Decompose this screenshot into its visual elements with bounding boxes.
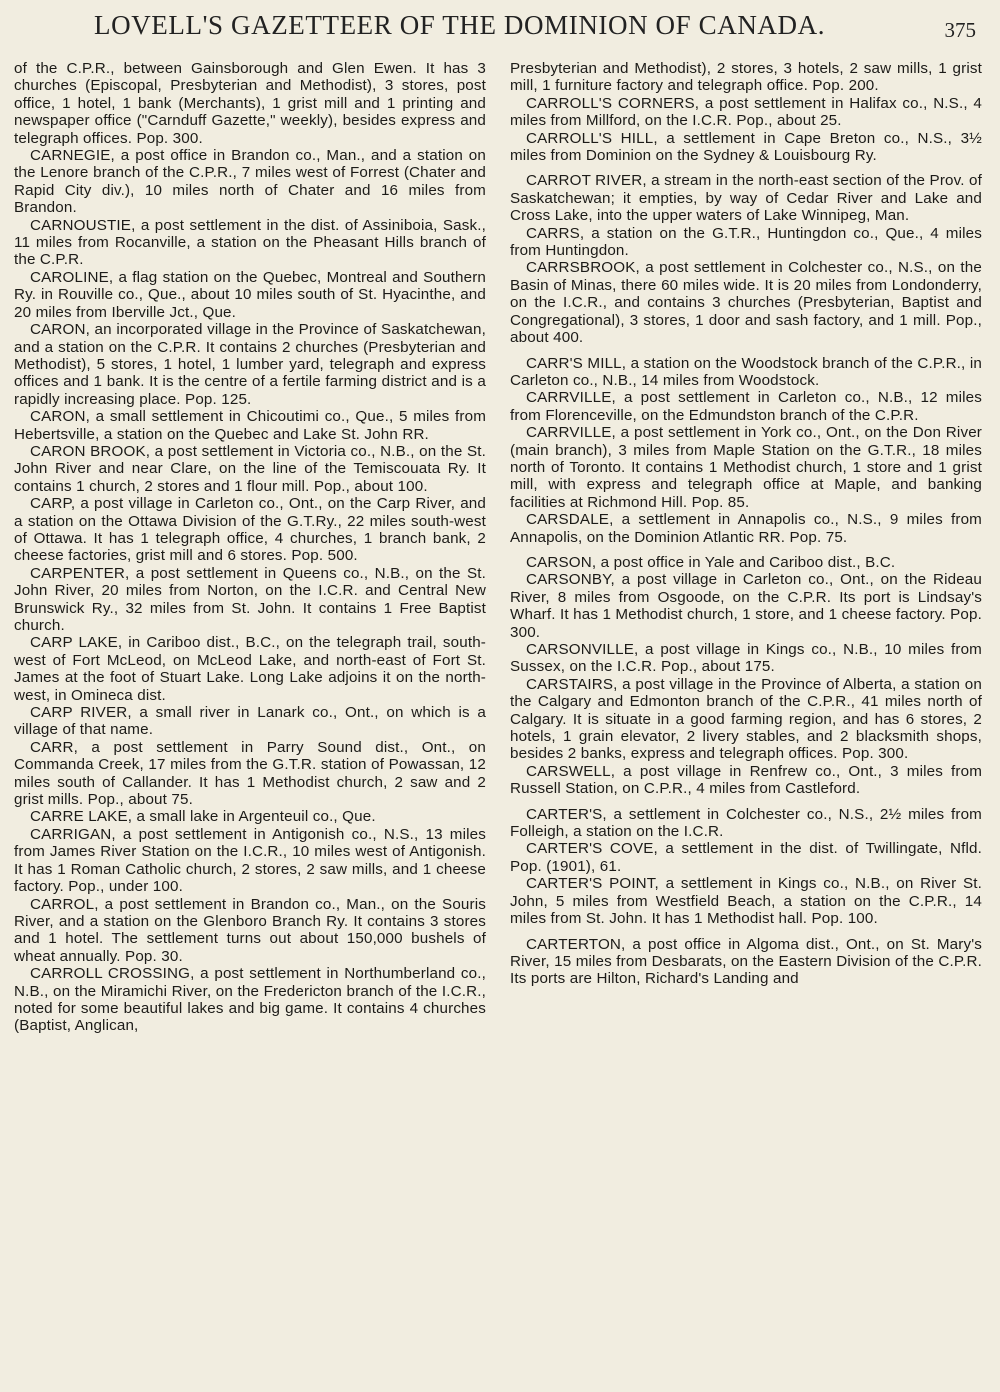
gazetteer-entry: CARRE LAKE, a small lake in Argenteuil co., Que. [30,808,376,826]
right-column [510,60,982,1035]
gazetteer-entry: CARP, a post village in Carleton co., Ont., on the Carp River, and a station on the Ottawa Division of the G.T.Ry., 22 miles south-west of Ottawa. It has 1 telegraph office, 4 churches, 1 branch bank, 2 cheese factories, grist mill and 6 stores. Pop. 500. [14,495,486,565]
gazetteer-entry: CARSTAIRS, a post village in the Province of Alberta, a station on the Calgary and Edmonton branch of the C.P.R., 41 miles north of Calgary. It is situate in a good farming region, and has 6 stores, 2 hotels, 1 grain elevator, 2 livery stables, and 2 blacksmith shops, besides 2 banks, express and telegraph offices. Pop. 300. [510,675,982,763]
gazetteer-entry: CARRSBROOK, a post settlement in Colchester co., N.S., on the Basin of Minas, there 60 miles wide. It is 20 miles from Londonderry, on the I.C.R., and contains 3 churches (Presbyterian, Baptist and Congregational), 3 stores, 1 door and sash factory, and 1 mill. Pop., about 400. [510,259,982,347]
gazetteer-entry: CARON BROOK, a post settlement in Victoria co., N.B., on the St. John River and near Clare, on the line of the Temiscouata Ry. It contains 1 church, 2 stores and 1 flour mill. Pop., about 100. [14,442,486,495]
gazetteer-entry: CARRVILLE, a post settlement in Carleton co., N.B., 12 miles from Florenceville, on the Edmundston branch of the C.P.R. [510,389,982,424]
gazetteer-entry: CARR, a post settlement in Parry Sound dist., Ont., on Commanda Creek, 17 miles from the G.T.R. station of Powassan, 12 miles south of Callander. It has 1 Methodist church, 2 saw and 2 grist mills. Pop., about 75. [14,738,486,809]
text-columns [14,60,982,1035]
gazetteer-entry: CAROLINE, a flag station on the Quebec, Montreal and Southern Ry. in Rouville co., Que., about 10 miles south of St. Hyacinthe, and 20 miles from Iberville Jct., Que. [14,268,486,321]
gazetteer-entry: CARON, a small settlement in Chicoutimi co., Que., 5 miles from Hebertsville, a station on the Quebec and Lake St. John RR. [14,408,486,443]
gazetteer-entry: CARON, an incorporated village in the Province of Saskatchewan, and a station on the C.P.R. It contains 2 churches (Presbyterian and Methodist), 5 stores, 1 hotel, 1 lumber yard, telegraph and express offices and 1 bank. It is the centre of a fertile farming district and is a rapidly increasing place. Pop. 125. [14,321,486,408]
gazetteer-entry: CARROLL'S CORNERS, a post settlement in Halifax co., N.S., 4 miles from Millford, on the I.C.R. Pop., about 25. [510,94,982,130]
gazetteer-entry: CARTER'S COVE, a settlement in the dist. of Twillingate, Nfld. Pop. (1901), 61. [510,840,982,875]
gazetteer-entry: CARROLL'S HILL, a settlement in Cape Breton co., N.S., 3½ miles from Dominion on the Sydney & Louisbourg Ry. [510,129,982,165]
gazetteer-entry: CARNEGIE, a post office in Brandon co., Man., and a station on the Lenore branch of the C.P.R., 7 miles west of Forrest (Chater and Rapid City div.), 10 miles north of Chater and 16 miles from Brandon. [14,147,486,217]
gazetteer-entry: CARNOUSTIE, a post settlement in the dist. of Assiniboia, Sask., 11 miles from Rocanville, a station on the Pheasant Hills branch of the C.P.R. [14,216,486,269]
gazetteer-entry: CARSDALE, a settlement in Annapolis co., N.S., 9 miles from Annapolis, on the Dominion Atlantic RR. Pop. 75. [510,511,982,546]
gazetteer-entry: CARRS, a station on the G.T.R., Huntingdon co., Que., 4 miles from Huntingdon. [510,224,982,260]
gazetteer-entry: CARP RIVER, a small river in Lanark co., Ont., on which is a village of that name. [14,704,486,739]
gazetteer-entry: CARSWELL, a post village in Renfrew co., Ont., 3 miles from Russell Station, on C.P.R., 4 miles from Castleford. [510,762,982,798]
gazetteer-entry: Presbyterian and Methodist), 2 stores, 3 hotels, 2 saw mills, 1 grist mill, 1 furniture factory and telegraph office. Pop. 200. [510,60,982,95]
gazetteer-entry: CARR'S MILL, a station on the Woodstock branch of the C.P.R., in Carleton co., N.B., 14 miles from Woodstock. [510,354,982,389]
gazetteer-entry: CARPENTER, a post settlement in Queens co., N.B., on the St. John River, 20 miles from Norton, on the I.C.R. and Central New Brunswick Ry., 32 miles from St. John. It contains 1 Free Baptist church. [14,564,486,634]
gazetteer-entry: CARSONVILLE, a post village in Kings co., N.B., 10 miles from Sussex, on the I.C.R. Pop., about 175. [510,641,982,676]
gazetteer-entry: CARSON, a post office in Yale and Cariboo dist., B.C. [526,553,896,571]
page-number: 375 [944,18,976,42]
gazetteer-entry: CARRVILLE, a post settlement in York co., Ont., on the Don River (main branch), 3 miles from Maple Station on the G.T.R., 18 miles north of Toronto. It contains 1 Methodist church, 1 store and 1 grist mill, with express and telegraph office at Maple, and banking facilities at Richmond Hill. Pop. 85. [510,424,982,511]
gazetteer-entry: CARP LAKE, in Cariboo dist., B.C., on the telegraph trail, south-west of Fort McLeod, on McLeod Lake, and north-east of Fort St. James at the foot of Stuart Lake. Long Lake adjoins it on the north-west, in Omineca dist. [14,634,486,704]
gazetteer-entry: CARTER'S POINT, a settlement in Kings co., N.B., on River St. John, 5 miles from Westfield Beach, a station on the C.P.R., 14 miles from St. John. It has 1 Methodist hall. Pop. 100. [510,875,982,928]
left-column [14,60,486,1035]
gazetteer-entry: CARROT RIVER, a stream in the north-east section of the Prov. of Saskatchewan; it empties, by way of Cedar River and Lake and Cross Lake, into the upper waters of Lake Winnipeg, Man. [510,172,982,225]
gazetteer-entry: CARROL, a post settlement in Brandon co., Man., on the Souris River, and a station on the Glenboro Branch Ry. It contains 3 stores and 1 hotel. The settlement turns out about 150,000 bushels of wheat annually. Pop. 30. [14,895,486,965]
gazetteer-entry: CARTERTON, a post office in Algoma dist., Ont., on St. Mary's River, 15 miles from Desbarats, on the Eastern Division of the C.P.R. Its ports are Hilton, Richard's Landing and [510,935,982,988]
gazetteer-entry: CARTER'S, a settlement in Colchester co., N.S., 2½ miles from Folleigh, a station on the I.C.R. [510,805,982,841]
gazetteer-entry: of the C.P.R., between Gainsborough and Glen Ewen. It has 3 churches (Episcopal, Presbyterian and Methodist), 3 stores, post office, 1 hotel, 1 bank (Merchants), 1 grist mill and 1 printing and newspaper office ("Carnduff Gazette," weekly), besides express and telegraph offices. Pop. 300. [14,60,486,147]
gazetteer-entry: CARRIGAN, a post settlement in Antigonish co., N.S., 13 miles from James River Station on the I.C.R., 10 miles west of Antigonish. It has 1 Roman Catholic church, 2 stores, 2 saw mills, and 1 cheese factory. Pop., under 100. [14,825,486,896]
gazetteer-entry: CARSONBY, a post village in Carleton co., Ont., on the Rideau River, 8 miles from Osgoode, on the C.P.R. Its port is Lindsay's Wharf. It has 1 Methodist church, 1 store, and 1 cheese factory. Pop. 300. [510,571,982,641]
running-title: LOVELL'S GAZETTEER OF THE DOMINION OF CANADA. [94,10,826,40]
page-header [14,8,982,60]
gazetteer-entry: CARROLL CROSSING, a post settlement in Northumberland co., N.B., on the Miramichi River, on the Fredericton branch of the I.C.R., noted for some beautiful lakes and big game. It contains 4 churches (Baptist, Anglican, [14,965,486,1035]
